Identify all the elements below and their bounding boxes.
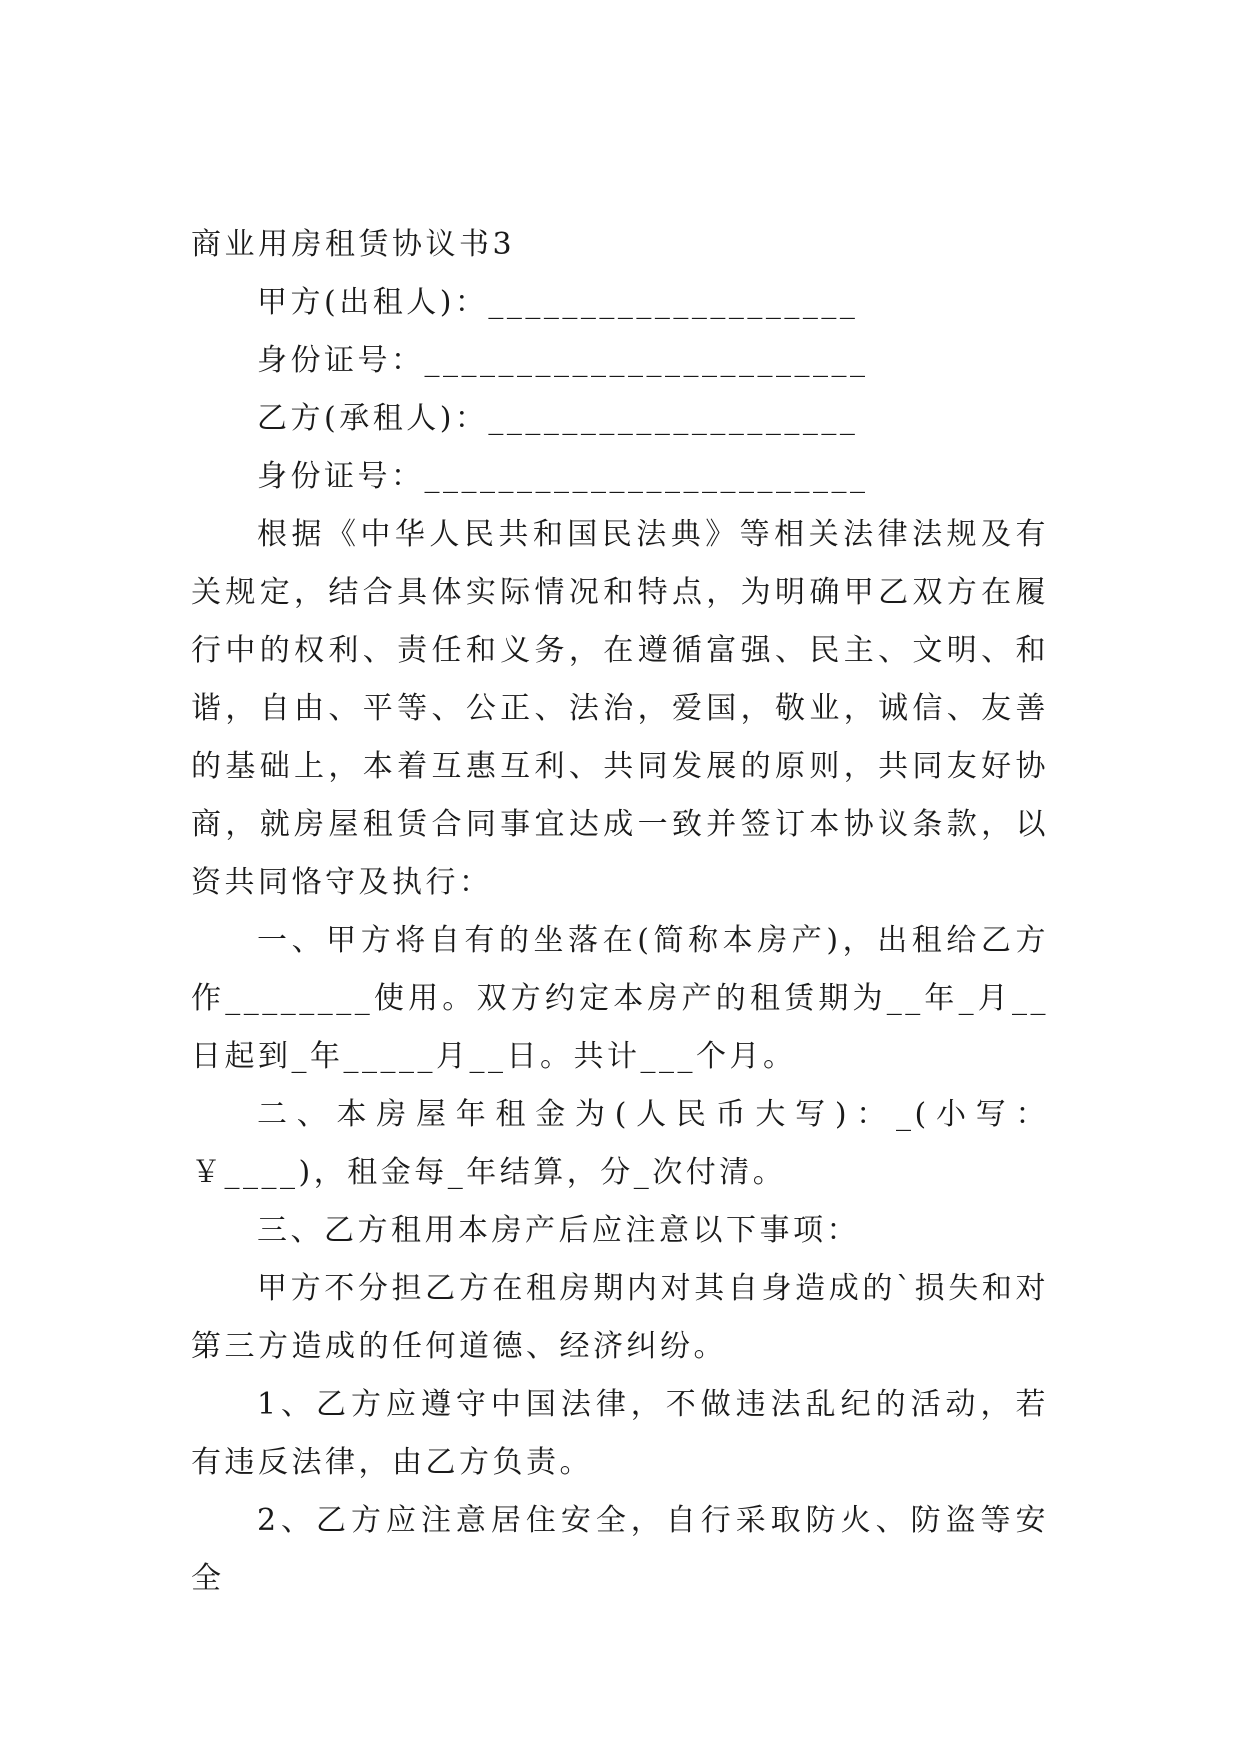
party-a-field: 甲方(出租人)：____________________ (257, 285, 859, 320)
document-title: 商业用房租赁协议书3 (191, 227, 516, 262)
clause-2-paragraph: 二、本房屋年租金为(人民币大写)：_(小写：￥____)，租金每_年结算，分_次付清。 (191, 1097, 1049, 1190)
item-1-paragraph: 1、乙方应遵守中国法律，不做违法乱纪的活动，若有违反法律，由乙方负责。 (191, 1387, 1049, 1480)
party-b-field: 乙方(承租人)：____________________ (257, 401, 859, 436)
liability-paragraph: 甲方不分担乙方在租房期内对其自身造成的`损失和对第三方造成的任何道德、经济纠纷。 (191, 1271, 1049, 1364)
party-a-id-field: 身份证号：________________________ (257, 343, 869, 378)
clause-3-heading: 三、乙方租用本房产后应注意以下事项： (257, 1213, 860, 1248)
clause-1-paragraph: 一、甲方将自有的坐落在(简称本房产)，出租给乙方作________使用。双方约定本房产的租赁期为__年_月__日起到_年_____月__日。共计___个月。 (191, 923, 1049, 1074)
document-page (191, 216, 1049, 1608)
preamble-paragraph: 根据《中华人民共和国民法典》等相关法律法规及有关规定，结合具体实际情况和特点，为明确甲乙双方在履行中的权利、责任和义务，在遵循富强、民主、文明、和谐，自由、平等、公正、法治，爱国，敬业，诚信、友善的基础上，本着互惠互利、共同发展的原则，共同友好协商，就房屋租赁合同事宜达成一致并签订本协议条款，以资共同恪守及执行： (191, 517, 1049, 900)
party-b-id-field: 身份证号：________________________ (257, 459, 869, 494)
item-2-paragraph: 2、乙方应注意居住安全，自行采取防火、防盗等安全 (191, 1503, 1049, 1596)
